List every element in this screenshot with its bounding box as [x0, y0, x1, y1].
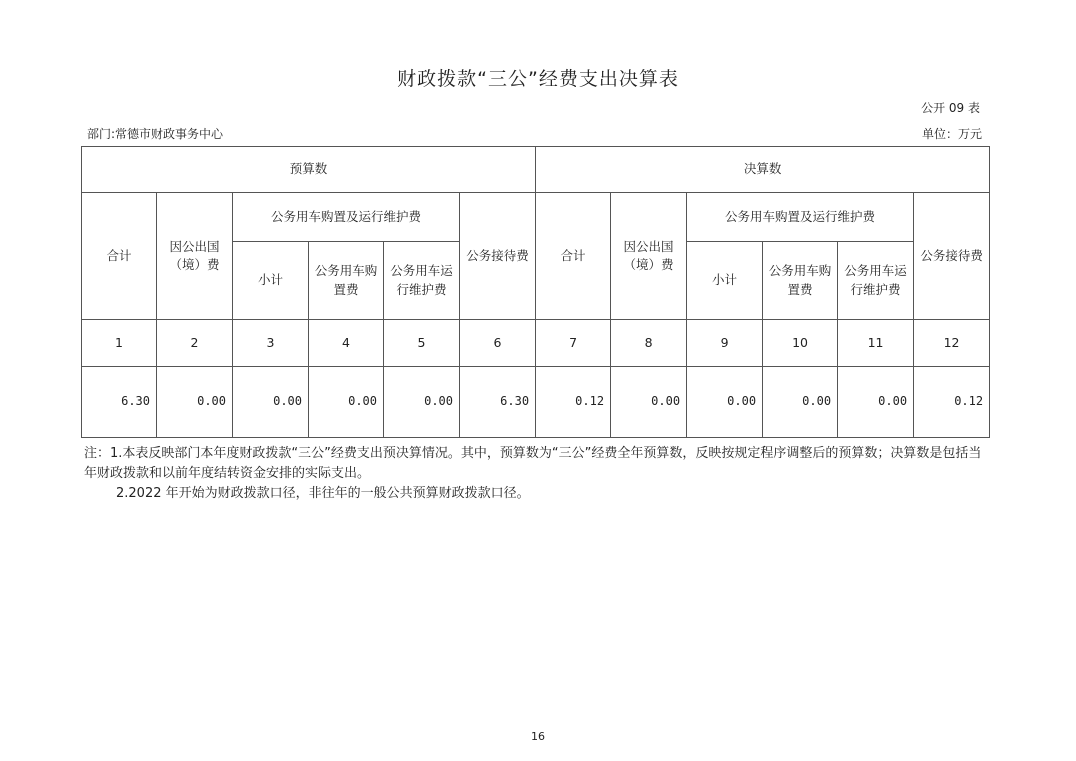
value-cell: 0.12 [536, 367, 611, 438]
value-cell: 0.00 [233, 367, 309, 438]
value-cell: 0.00 [157, 367, 233, 438]
header-final-subtotal: 小计 [687, 242, 763, 320]
header-final-abroad: 因公出国（境）费 [611, 193, 687, 320]
column-index: 6 [460, 320, 536, 367]
column-index-row [82, 320, 990, 367]
column-index: 12 [914, 320, 990, 367]
header-budget-subtotal: 小计 [233, 242, 309, 320]
header-final-vehicle-group: 公务用车购置及运行维护费 [687, 193, 914, 242]
header-final-vehicle-operation: 公务用车运行维护费 [838, 242, 914, 320]
header-budget-vehicle-purchase: 公务用车购置费 [309, 242, 384, 320]
value-row [82, 367, 990, 438]
form-number: 公开 09 表 [921, 101, 980, 115]
column-index: 8 [611, 320, 687, 367]
header-final-total: 合计 [536, 193, 611, 320]
three-public-expenses-table [81, 146, 990, 438]
header-budget-reception: 公务接待费 [460, 193, 536, 320]
header-budget-abroad: 因公出国（境）费 [157, 193, 233, 320]
value-cell: 0.00 [384, 367, 460, 438]
value-cell: 0.12 [914, 367, 990, 438]
column-index: 9 [687, 320, 763, 367]
header-budget-vehicle-group: 公务用车购置及运行维护费 [233, 193, 460, 242]
header-budget-total: 合计 [82, 193, 157, 320]
value-cell: 6.30 [460, 367, 536, 438]
column-index: 10 [763, 320, 838, 367]
header-final-reception: 公务接待费 [914, 193, 990, 320]
column-index: 2 [157, 320, 233, 367]
department-label: 部门:常德市财政事务中心 [87, 127, 224, 141]
value-cell: 0.00 [763, 367, 838, 438]
value-cell: 0.00 [838, 367, 914, 438]
header-budget-vehicle-operation: 公务用车运行维护费 [384, 242, 460, 320]
final-group-header: 决算数 [536, 147, 990, 193]
value-cell: 6.30 [82, 367, 157, 438]
column-index: 11 [838, 320, 914, 367]
value-cell: 0.00 [687, 367, 763, 438]
header-final-vehicle-purchase: 公务用车购置费 [763, 242, 838, 320]
value-cell: 0.00 [309, 367, 384, 438]
column-index: 1 [82, 320, 157, 367]
note-line-2: 2.2022 年开始为财政拨款口径，非往年的一般公共预算财政拨款口径。 [116, 486, 530, 501]
column-index: 7 [536, 320, 611, 367]
page-number: 16 [531, 730, 545, 743]
budget-group-header: 预算数 [82, 147, 536, 193]
note-line-1: 注：1.本表反映部门本年度财政拨款“三公”经费支出预决算情况。其中，预算数为“三公”经费全年预算数，反映按规定程序调整后的预算数；决算数是包括当年财政拨款和以前年度结转资金安排的实际支出。 [84, 446, 982, 481]
column-index: 5 [384, 320, 460, 367]
column-index: 4 [309, 320, 384, 367]
column-index: 3 [233, 320, 309, 367]
unit-label: 单位：万元 [921, 127, 982, 141]
table-notes [84, 444, 986, 504]
value-cell: 0.00 [611, 367, 687, 438]
page-title: 财政拨款“三公”经费支出决算表 [397, 68, 679, 90]
